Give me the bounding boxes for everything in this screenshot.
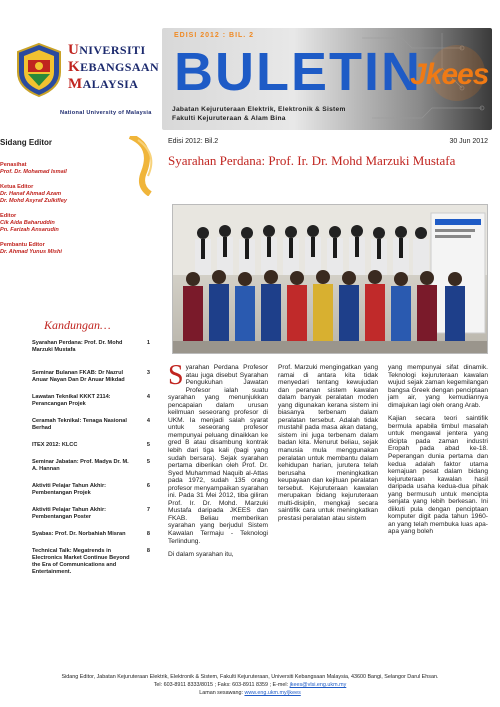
toc-item-page: 4: [146, 394, 150, 400]
toc-item-title: Technical Talk: Megatrends in Electronics Market Continue Beyond the Era of Communications and Entertainment.: [32, 548, 130, 575]
group-photo-image: [173, 205, 488, 354]
toc-item-title: Syarahan Perdana: Prof. Dr. Mohd Marzuki Mustafa: [32, 340, 123, 353]
university-logo-block: [8, 38, 160, 118]
article-column: [278, 364, 378, 528]
editor-person: Prof. Dr. Mohamad Ismail: [0, 169, 67, 175]
footer-email-link[interactable]: jkees@vlsi.eng.ukm.my: [289, 682, 347, 688]
editor-person: Dr. Hanaf Ahmad Azam: [0, 191, 62, 197]
article-paragraph: yang mempunyai sifat dinamik. Teknologi kejuruteraan kawalan wujud sejak zaman kegemilangan bangsa Greek dengan penciptaan jam air, yang kemudiannya dimajukan lagi oleh orang Arab.: [388, 364, 488, 409]
footer-phone: Tel: 603-8911 8333/8015 ; Faks: 603-8911 8359 ; E-mel:: [153, 682, 290, 688]
article-column: [168, 360, 268, 565]
toc-item-title: Syabas: Prof. Dr. Norbahiah Misran: [32, 531, 126, 537]
editor-person: Dr. Ahmad Yunus Mishi: [0, 249, 62, 255]
toc-item-page: 8: [146, 548, 150, 554]
editor-role: Ketua Editor: [0, 184, 34, 190]
toc-item[interactable]: [32, 442, 150, 449]
article-paragraph: [168, 360, 268, 545]
editor-group: [0, 213, 118, 234]
sidebar: [0, 134, 160, 694]
toc-item-title: Ceramah Teknikal: Tenaga Nasional Berhad: [32, 418, 127, 431]
university-name-line: ALAYSIA: [82, 77, 139, 91]
toc-item[interactable]: [32, 370, 150, 384]
university-crest-icon: [14, 42, 64, 98]
article-paragraph-text: yarahan Perdana Profesor atau juga disebut Syarahan Pengukuhan Jawatan Profesor ialah suatu syarahan yang menunjukkan pencapaian dalam urusan keilmuan seseorang profesor di UKM. Ia menjadi salah syarat untuk seseorang profesor mempunyai peluang dinaikkan ke gred B atau disambung kontrak lebih dari tiga kali (bagi yang sudah bersara). Sejak syarahan pertama diberikan oleh Prof. Dr. Syed Muhammad Naquib al-Attas pada 1972, sudah 135 orang profesor menyampaikan syarahan ini. Pada 31 Mei 2012, tiba giliran Prof. Ir. Dr. Mohd. Marzuki Mustafa daripada JKEES dan FKAB. Beliau memberikan syarahan yang berjudul Sistem Kawalan Termaju - Teknologi Terlindung.: [168, 364, 268, 545]
article-paragraph: Prof. Marzuki mengingatkan yang ramai di antara kita tidak menyedari tentang kewujudan dan peranan sistem kawalan dalam banyak peralatan moden yang digunakan kerana sistem ini biasanya terbenam dalam peralatan tersebut. Adalah tidak mustahil pada masa akan datang, sistem ini juga terbenam dalam badan kita. Menurut beliau, sejak manusia mula menggunakan peralatan untuk membantu dalam kehidupan harian, jurutera telah berusaha meningkatkan keupayaan dan kejituan peralatan tersebut. Kejuruteraan kawalan merupakan bidang kejuruteraan multi-disiplin, mengkaji secara saintifik cara untuk meningkatkan prestasi peralatan atau sistem: [278, 364, 378, 522]
banner-title: BULETIN: [174, 42, 422, 102]
toc-item-title: Seminar Bulanan FKAB: Dr Nazrul Anuar Nayan Dan Dr Anuar Mikdad: [32, 370, 125, 383]
toc-item-title: Seminar Jabatan: Prof. Madya Dr. M. A. Hannan: [32, 459, 129, 472]
editor-person: Pn. Farizah Ansarudin: [0, 227, 59, 233]
footer-website-link[interactable]: www.eng.ukm.my/jkees: [244, 690, 301, 696]
group-photo: [172, 204, 488, 354]
editor-role: Editor: [0, 213, 17, 219]
article-paragraph: Kajian secara teori saintifik bermula apabila timbul masalah untuk mengawal jentera yang dicipta pada zaman industri Eropah pada abad ke-18. Peperangan dunia pertama dan kedua adalah faktor utama kemajuan pesat dalam bidang kejuruteraan kawalan hasil daripada usaha kedua-dua pihak yang bermusuh untuk mencipta senjata yang lebih berkesan. Ini diikuti pula dengan penciptaan komputer digit pada tahun 1960-an yang telah membuka luas apa-apa yang boleh: [388, 415, 488, 536]
toc-item[interactable]: [32, 418, 150, 432]
toc-item-page: 1: [146, 340, 150, 346]
toc-item-title: Lawatan Teknikal KKKT 2114: Perancangan Projek: [32, 394, 111, 407]
toc-item-page: 6: [146, 483, 150, 489]
banner-subtitle: [172, 106, 346, 123]
university-name-cap: K: [68, 59, 81, 75]
article-paragraph: Di dalam syarahan itu,: [168, 551, 234, 559]
editor-role: Penasihat: [0, 162, 27, 168]
masthead: [8, 28, 492, 134]
edition-label: Edisi 2012: Bil.2: [168, 138, 219, 145]
toc-item[interactable]: [32, 548, 150, 576]
toc-item[interactable]: [32, 507, 150, 521]
toc-item[interactable]: [32, 340, 150, 354]
banner-issue: EDISI 2012 : BIL. 2: [174, 32, 255, 39]
issue-date: 30 Jun 2012: [449, 138, 488, 145]
article-column: [388, 364, 488, 542]
sidebar-title: Sidang Editor: [0, 138, 52, 147]
toc-item-page: 3: [146, 370, 150, 376]
article-title: Syarahan Perdana: Prof. Ir. Dr. Mohd Marzuki Mustafa: [168, 153, 456, 168]
banner-subtitle-line: Jabatan Kejuruteraan Elektrik, Elektronik & Sistem: [172, 106, 346, 113]
toc-item-title: Aktiviti Pelajar Tahun Akhir: Pembentangan Poster: [32, 507, 106, 520]
editor-role: Pembantu Editor: [0, 242, 45, 248]
footer-contact: [0, 681, 500, 689]
contents-title: Kandungan…: [44, 318, 111, 332]
banner: [162, 28, 492, 130]
toc-item-title: ITEX 2012: KLCC: [32, 442, 78, 448]
toc-item-title: Aktiviti Pelajar Tahun Akhir: Pembentangan Projek: [32, 483, 106, 496]
article-dropcap: S: [168, 360, 184, 391]
university-name-cap: M: [68, 76, 83, 92]
editor-group: [0, 242, 118, 256]
banner-subtitle-line: Fakulti Kejuruteraan & Alam Bina: [172, 114, 286, 122]
university-name: [68, 42, 158, 93]
university-name-cap: U: [68, 42, 80, 58]
banner-brand: Jkees: [410, 58, 489, 91]
university-name-line: NIVERSITI: [79, 43, 146, 57]
footer: [0, 673, 500, 697]
article-body: [168, 360, 492, 684]
decorative-swirl-icon: [120, 136, 160, 196]
table-of-contents: [32, 340, 150, 576]
toc-item[interactable]: [32, 394, 150, 408]
toc-item-page: 4: [146, 418, 150, 424]
editor-list: [0, 154, 118, 256]
toc-item[interactable]: [32, 483, 150, 497]
editor-group: [0, 184, 118, 205]
footer-web-label: Laman sesawang:: [199, 690, 245, 696]
toc-item[interactable]: [32, 531, 150, 538]
editor-person: Cik Aida Baharuddin: [0, 220, 55, 226]
toc-item-page: 7: [146, 507, 150, 513]
footer-web: [0, 689, 500, 697]
footer-address: Sidang Editor, Jabatan Kejuruteraan Elektrik, Elektronik & Sistem, Fakulti Kejuruteraan, Universiti Kebangsaan Malaysia, 43600 Bangi, Selangor Darul Ehsan.: [61, 674, 439, 680]
editor-group: [0, 162, 118, 176]
editor-person: Dr. Mohd Asyraf Zulkifley: [0, 198, 67, 204]
toc-item-page: 5: [146, 442, 150, 448]
toc-item-page: 8: [146, 531, 150, 537]
toc-item-page: 5: [146, 459, 150, 465]
university-name-line: EBANGSAAN: [80, 60, 160, 74]
toc-item[interactable]: [32, 459, 150, 473]
university-tagline: National University of Malaysia: [60, 110, 152, 116]
